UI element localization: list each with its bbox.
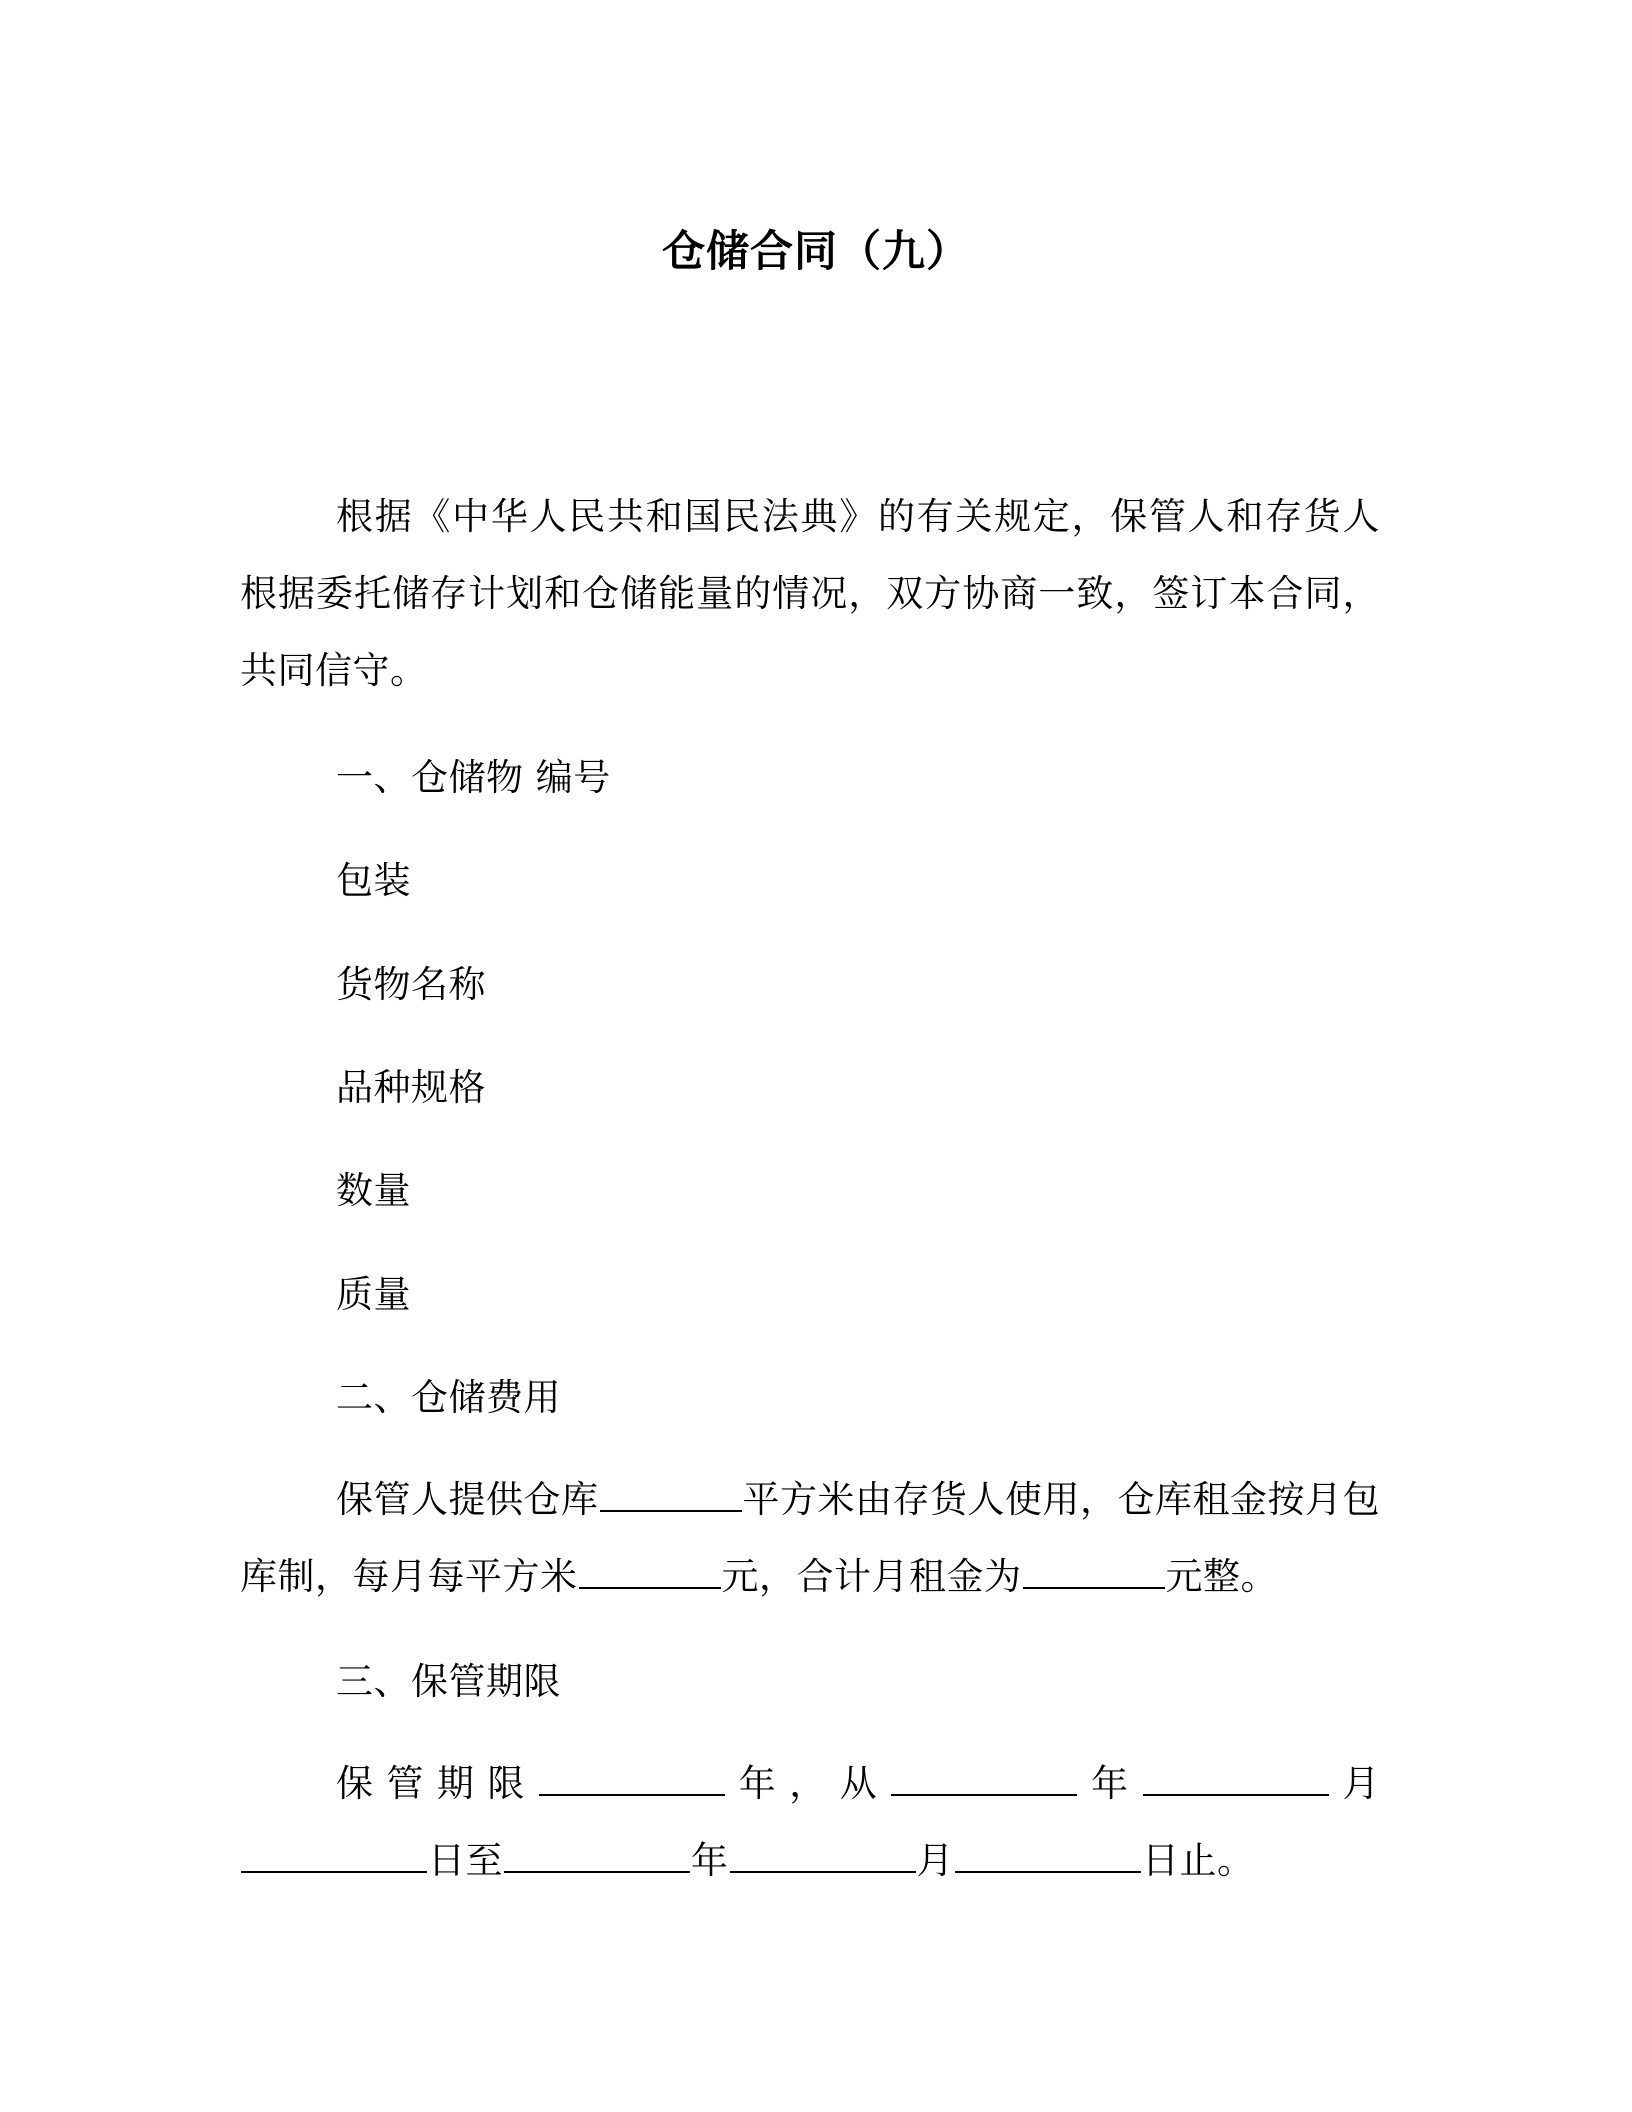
section3-text-5: 日至 — [428, 1839, 503, 1882]
section1-heading: 一、仓储物 编号 — [336, 756, 611, 799]
section1-item-goods-name: 货物名称 — [336, 963, 486, 1006]
section2-text-1: 保管人提供仓库 — [336, 1478, 599, 1521]
fill-blank-start-day[interactable] — [241, 1841, 427, 1873]
section3-text-8: 日止。 — [1142, 1839, 1255, 1882]
section1-item-quality: 质量 — [336, 1273, 411, 1316]
section3-text-4: 月 — [1329, 1762, 1381, 1805]
section3-paragraph-block — [240, 1745, 1380, 1899]
fill-blank-unit-price[interactable] — [579, 1557, 721, 1589]
section2-heading: 二、仓储费用 — [336, 1376, 561, 1419]
section3-paragraph — [240, 1745, 1380, 1899]
fill-blank-area[interactable] — [600, 1480, 742, 1512]
document-title: 仓储合同（九） — [662, 227, 970, 277]
intro-paragraph-block — [240, 478, 1380, 709]
fill-blank-end-month[interactable] — [730, 1841, 916, 1873]
section2-paragraph — [240, 1461, 1380, 1615]
section1-item-packaging: 包装 — [336, 859, 411, 902]
fill-blank-start-month[interactable] — [1143, 1764, 1329, 1796]
intro-paragraph: 根据《中华人民共和国民法典》的有关规定，保管人和存货人根据委托储存计划和仓储能量的情况，双方协商一致，签订本合同，共同信守。 — [240, 495, 1380, 692]
section3-text-1: 保管期限 — [336, 1762, 538, 1805]
fill-blank-monthly-rent[interactable] — [1023, 1557, 1165, 1589]
section3-text-3: 年 — [1078, 1762, 1142, 1805]
section2-paragraph-block — [240, 1461, 1380, 1615]
fill-blank-term-years[interactable] — [539, 1764, 725, 1796]
section1-item-quantity: 数量 — [336, 1169, 411, 1212]
section3-heading: 三、保管期限 — [336, 1660, 561, 1703]
section2-text-2: 平方米由存货人使用，仓库租金按月包库制，每月每平方米 — [240, 1478, 1380, 1598]
fill-blank-end-year[interactable] — [504, 1841, 690, 1873]
section2-text-3: 元，合计月租金为 — [721, 1555, 1022, 1598]
section3-text-7: 月 — [916, 1839, 954, 1882]
section3-text-6: 年 — [691, 1839, 729, 1882]
section2-text-4: 元整。 — [1165, 1555, 1278, 1598]
fill-blank-end-day[interactable] — [955, 1841, 1141, 1873]
fill-blank-start-year[interactable] — [891, 1764, 1077, 1796]
section3-text-2: 年，从 — [725, 1762, 891, 1805]
section1-item-spec: 品种规格 — [336, 1066, 486, 1109]
